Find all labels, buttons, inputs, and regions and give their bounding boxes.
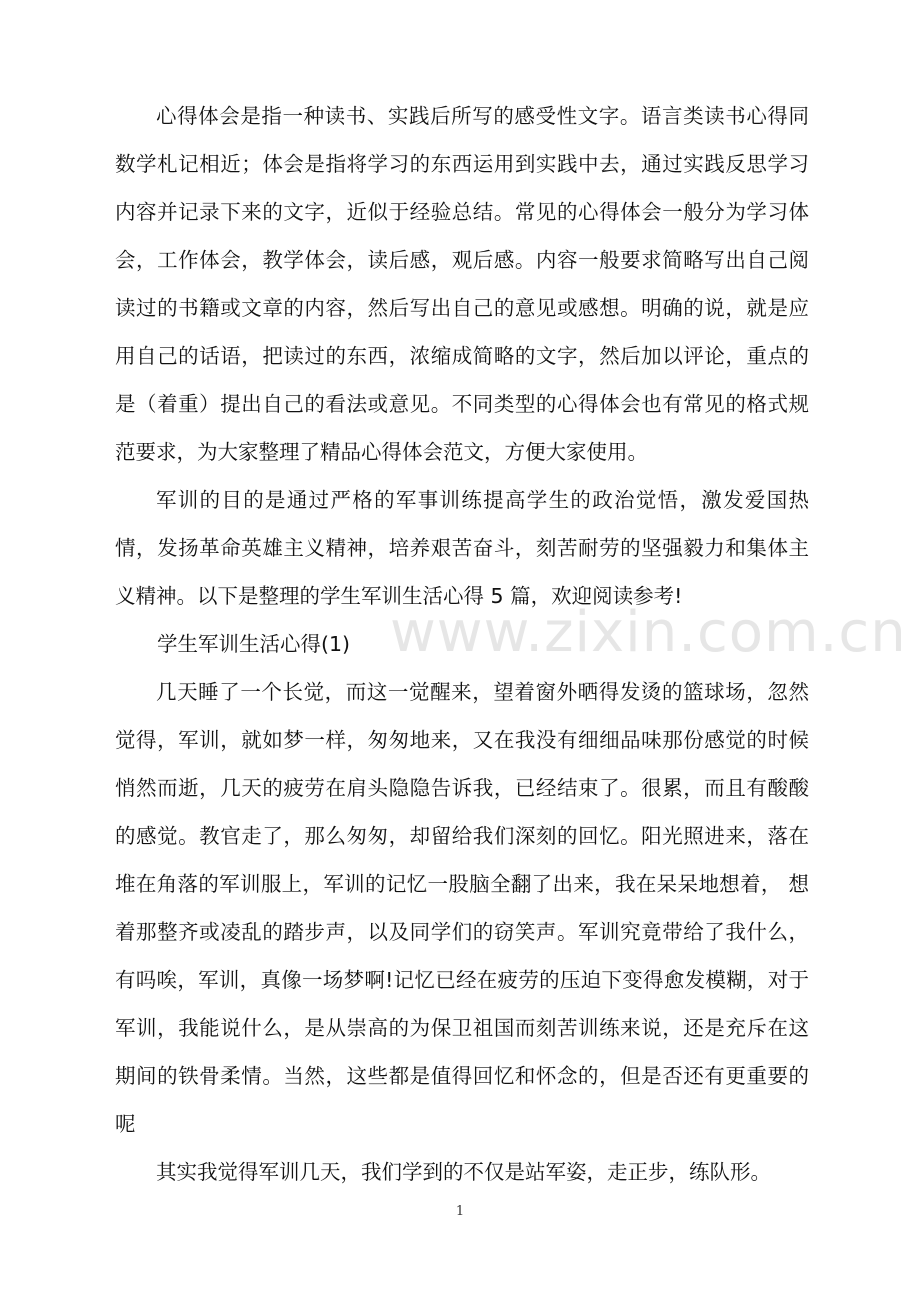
military-training-purpose-paragraph: 军训的目的是通过严格的军事训练提高学生的政治觉悟，激发爱国热情，发扬革命英雄主义精神，培养艰苦奋斗，刻苦耐劳的坚强毅力和集体主义精神。以下是整理的学生军训生活心得 5 篇，欢迎阅读参考! — [115, 488, 809, 608]
closing-paragraph: 其实我觉得军训几天，我们学到的不仅是站军姿，走正步，练队形。 — [156, 1160, 771, 1184]
section-heading: 学生军训生活心得(1) — [157, 632, 351, 656]
watermark-text: www.zixin.com.cn — [390, 600, 907, 665]
intro-paragraph: 心得体会是指一种读书、实践后所写的感受性文字。语言类读书心得同数学札记相近；体会是指将学习的东西运用到实践中去，通过实践反思学习内容并记录下来的文字，近似于经验总结。常见的心得体会一般分为学习体会，工作体会，教学体会，读后感，观后感。内容一般要求简略写出自己阅读过的书籍或文章的内容，然后写出自己的意见或感想。明确的说，就是应用自己的话语，把读过的东西，浓缩成简略的文字，然后加以评论，重点的是（着重）提出自己的看法或意见。不同类型的心得体会也有常见的格式规范要求，为大家整理了精品心得体会范文，方便大家使用。 — [115, 104, 809, 464]
page-number: 1 — [455, 1204, 465, 1219]
document-body — [115, 92, 809, 1196]
reflection-paragraph: 几天睡了一个长觉，而这一觉醒来，望着窗外晒得发烫的篮球场，忽然觉得，军训，就如梦一样，匆匆地来，又在我没有细细品味那份感觉的时候悄然而逝，几天的疲劳在肩头隐隐告诉我，已经结束了。很累，而且有酸酸的感觉。教官走了，那么匆匆，却留给我们深刻的回忆。阳光照进来，落在堆在角落的军训服上，军训的记忆一股脑全翻了出来，我在呆呆地想着， 想着那整齐或凌乱的踏步声，以及同学们的窃笑声。军训究竟带给了我什么，有吗唉，军训，真像一场梦啊!记忆已经在疲劳的压迫下变得愈发模糊，对于军训，我能说什么，是从崇高的为保卫祖国而刻苦训练来说，还是充斥在这期间的铁骨柔情。当然，这些都是值得回忆和怀念的，但是否还有更重要的呢 — [115, 680, 809, 1136]
